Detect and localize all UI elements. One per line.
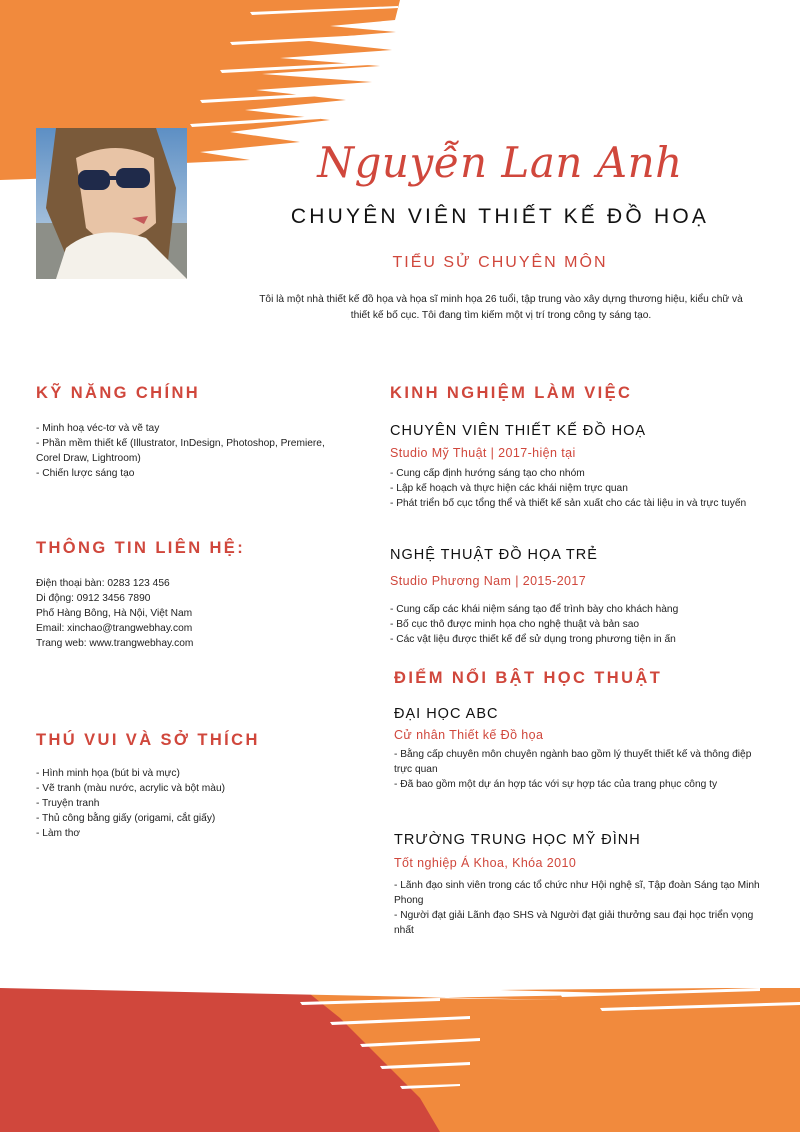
education-2-details [394,878,764,938]
contact-website: Trang web: www.trangwebhay.com [36,638,194,649]
skills-heading: KỸ NĂNG CHÍNH [36,384,201,402]
list-item: - Cung cấp các khái niệm sáng tạo để trình bày cho khách hàng [390,604,679,615]
job-2-duties [390,602,755,647]
list-item: - Đã bao gồm một dự án hợp tác với sự hợp tác của trang phục công ty [394,779,718,790]
job-2-company: Studio Phương Nam | 2015-2017 [390,574,587,588]
contact-phone: Điện thoại bàn: 0283 123 456 [36,578,170,589]
hobbies-heading: THÚ VUI VÀ SỞ THÍCH [36,731,260,749]
hobbies-list [36,766,326,841]
education-heading: ĐIỂM NỔI BẬT HỌC THUẬT [394,669,663,687]
bio-text: Tôi là một nhà thiết kế đồ họa và họa sĩ minh họa 26 tuổi, tập trung vào xây dựng thương hiệu, kiểu chữ và thiết kế bố cục. Tôi đang tìm kiếm một vị trí trong công ty sáng tạo. [259,294,743,321]
list-item: - Lãnh đạo sinh viên trong các tổ chức như Hội nghệ sĩ, Tập đoàn Sáng tạo Minh Phong [394,880,760,906]
education-1-degree: Cử nhân Thiết kế Đồ họa [394,728,544,742]
experience-heading: KINH NGHIỆM LÀM VIỆC [390,384,633,402]
list-item: - Thủ công bằng giấy (origami, cắt giấy) [36,813,216,824]
contact-heading: THÔNG TIN LIÊN HỆ: [36,539,246,557]
list-item: - Cung cấp định hướng sáng tạo cho nhóm [390,468,585,479]
bottom-brush-decoration [0,958,800,1132]
contact-list [36,576,326,651]
list-item: - Bố cục thô được minh họa cho nghệ thuật và bản sao [390,619,640,630]
job-1-title: CHUYÊN VIÊN THIẾT KẾ ĐỒ HOẠ [390,423,647,439]
list-item: - Phần mềm thiết kế (Illustrator, InDesign, Photoshop, Premiere, Corel Draw, Lightroom) [36,438,325,464]
list-item: - Truyện tranh [36,798,100,809]
education-1-details [394,747,764,792]
candidate-name: Nguyễn Lan Anh [317,138,683,187]
job-title: CHUYÊN VIÊN THIẾT KẾ ĐỒ HOẠ [290,205,710,228]
contact-address: Phố Hàng Bông, Hà Nội, Việt Nam [36,608,193,619]
job-2-title: NGHỆ THUẬT ĐỒ HỌA TRẺ [390,547,598,563]
list-item: - Minh hoạ véc-tơ và vẽ tay [36,423,160,434]
profile-photo [36,128,187,279]
education-2-degree: Tốt nghiệp Á Khoa, Khóa 2010 [394,856,577,870]
list-item: - Bằng cấp chuyên môn chuyên ngành bao gồm lý thuyết thiết kế và thông điệp trực quan [394,749,752,775]
contact-mobile: Di động: 0912 3456 7890 [36,593,151,604]
education-2-school: TRƯỜNG TRUNG HỌC MỸ ĐÌNH [394,832,641,848]
list-item: - Vẽ tranh (màu nước, acrylic và bột màu) [36,783,226,794]
list-item: - Làm thơ [36,828,81,839]
list-item: - Hình minh họa (bút bi và mực) [36,768,180,779]
job-1-duties [390,466,755,511]
bio-heading: TIỂU SỬ CHUYÊN MÔN [392,254,608,271]
list-item: - Lập kế hoạch và thực hiện các khái niệm trực quan [390,483,628,494]
list-item: - Người đạt giải Lãnh đạo SHS và Người đạt giải thưởng sau đại học triển vọng nhất [394,910,754,936]
list-item: - Phát triển bố cục tổng thể và thiết kế sản xuất cho các tài liệu in và trực tuyến [390,498,747,509]
education-1-school: ĐẠI HỌC ABC [394,706,499,722]
contact-email: Email: xinchao@trangwebhay.com [36,623,193,634]
list-item: - Các vật liệu được thiết kế để sử dụng trong phương tiện in ấn [390,634,676,645]
skills-list [36,421,326,481]
job-1-company: Studio Mỹ Thuật | 2017-hiện tại [390,446,576,460]
list-item: - Chiến lược sáng tạo [36,468,135,479]
